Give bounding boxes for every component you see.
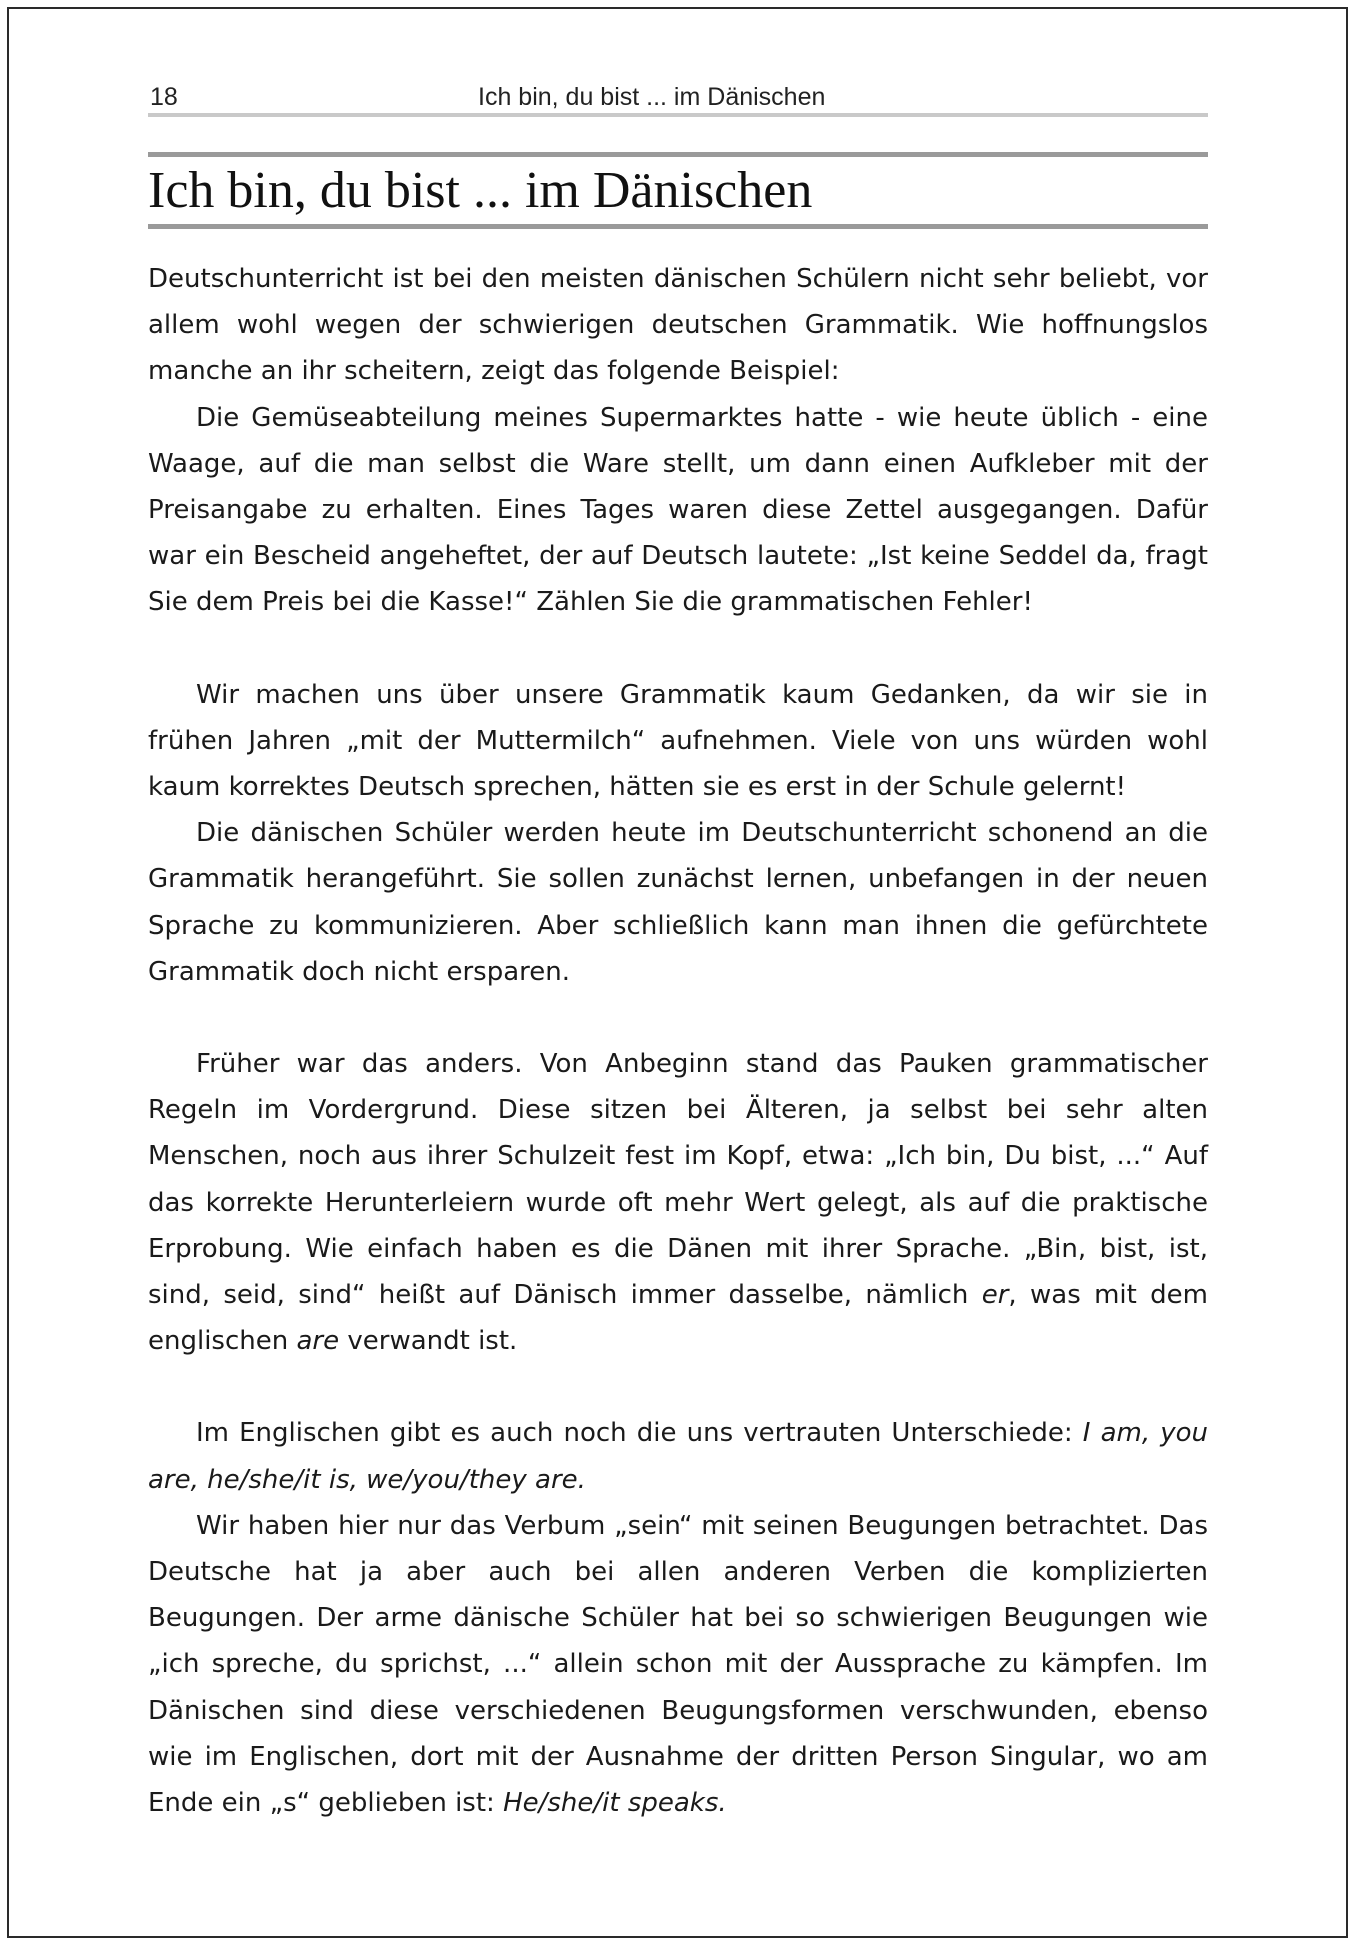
italic-are: are	[296, 1326, 340, 1357]
paragraph-englisch-text: Im Englischen gibt es auch noch die uns vertrauten Unterschiede:	[196, 1418, 1083, 1449]
paragraph-intro: Deutschunterricht ist bei den meisten dänischen Schülern nicht sehr beliebt, vor allem wohl wegen der schwierigen deutschen Grammatik. Wie hoffnungslos manche an ihr scheitern, zeigt das folgende Beispiel:	[148, 264, 1208, 387]
italic-er: er	[981, 1280, 1009, 1311]
header-rule	[148, 113, 1208, 117]
italic-speaks: He/she/it speaks.	[503, 1788, 727, 1819]
running-head	[148, 82, 1208, 112]
paragraph-englisch	[148, 1410, 1208, 1502]
body-text	[148, 256, 1208, 1826]
page-number: 18	[150, 83, 178, 111]
italic-conjugation: I am, you are, he/she/it is, we/you/they are.	[148, 1418, 1208, 1495]
paragraph-schueler: Die dänischen Schüler werden heute im Deutschunterricht schonend an die Grammatik herangeführt. Sie sollen zunächst lernen, unbefangen in der neuen Sprache zu kommunizieren. Aber schließlich kann man ihnen die gefürchtete Grammatik doch nicht ersparen.	[148, 818, 1208, 987]
title-rule-top	[148, 152, 1208, 157]
running-title: Ich bin, du bist ... im Dänischen	[478, 83, 826, 111]
paragraph-verbum	[148, 1503, 1208, 1826]
paragraph-frueher-middle: , was mit dem englischen	[148, 1280, 1208, 1357]
paragraph-verbum-text: Wir haben hier nur das Verbum „sein“ mit seinen Beugungen betrachtet. Das Deutsche hat ja aber auch bei allen anderen Verben die komplizierten Beugungen. Der arme dänische Schüler hat bei so schwierigen Beugungen wie „ich spreche, du sprichst, ...“ allein schon mit der Aussprache zu kämpfen. Im Dänischen sind diese verschiedenen Beugungsformen verschwunden, ebenso wie im Englischen, dort mit der Ausnahme der dritten Person Singular, wo am Ende ein „s“ geblieben ist:	[148, 1510, 1208, 1819]
paragraph-supermarket: Die Gemüseabteilung meines Supermarktes hatte - wie heute üblich - eine Waage, auf die man selbst die Ware stellt, um dann einen Aufkleber mit der Preisangabe zu erhalten. Eines Tages waren diese Zettel ausgegangen. Dafür war ein Bescheid angeheftet, der auf Deutsch lautete: „Ist keine Seddel da, fragt Sie dem Preis bei die Kasse!“ Zählen Sie die grammatischen Fehler!	[148, 402, 1208, 618]
title-rule-bottom	[148, 224, 1208, 229]
paragraph-muttermilch: Wir machen uns über unsere Grammatik kaum Gedanken, da wir sie in frühen Jahren „mit der Muttermilch“ aufnehmen. Viele von uns würden wohl kaum korrektes Deutsch sprechen, hätten sie es erst in der Schule gelernt!	[148, 679, 1208, 803]
chapter-title: Ich bin, du bist ... im Dänischen	[148, 162, 813, 219]
paragraph-frueher-text: Früher war das anders. Von Anbeginn stand das Pauken grammatischer Regeln im Vordergrund. Diese sitzen bei Älteren, ja selbst bei sehr alten Menschen, noch aus ihrer Schulzeit fest im Kopf, etwa: „Ich bin, Du bist, ...“ Auf das korrekte Herunterleiern wurde oft mehr Wert gelegt, als auf die praktische Erprobung. Wie einfach haben es die Dänen mit ihrer Sprache. „Bin, bist, ist, sind, seid, sind“ heißt auf Dänisch immer dasselbe, nämlich	[148, 1049, 1208, 1311]
paragraph-frueher	[148, 1041, 1208, 1364]
paragraph-frueher-end: verwandt ist.	[339, 1326, 518, 1357]
